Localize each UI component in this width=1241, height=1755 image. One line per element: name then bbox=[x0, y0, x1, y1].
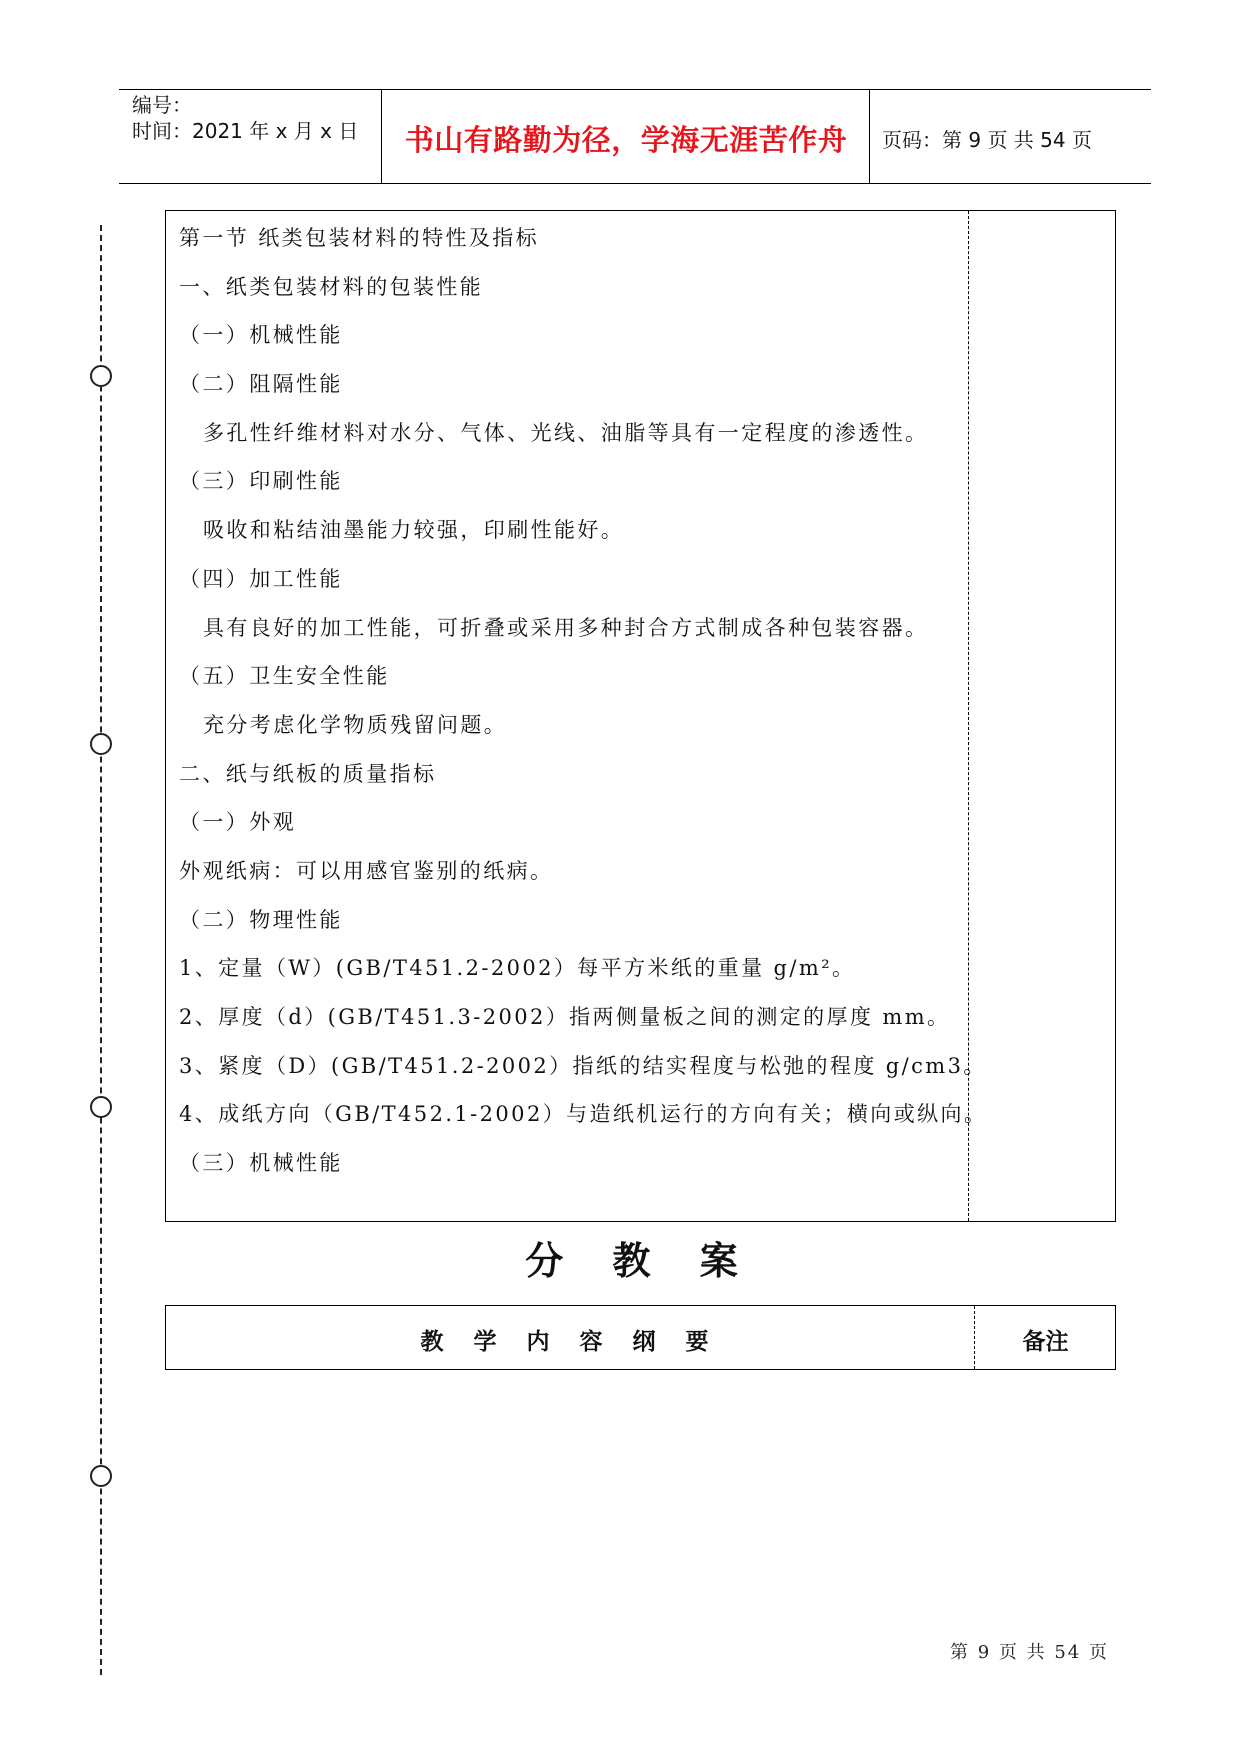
header-divider bbox=[381, 90, 382, 183]
paragraph: 外观纸病：可以用感官鉴别的纸病。 bbox=[179, 858, 554, 883]
header-meta bbox=[132, 92, 382, 144]
binding-hole-icon bbox=[90, 1096, 112, 1118]
table-header-notes: 备注 bbox=[1022, 1329, 1069, 1355]
subtitle: 分 教 案 bbox=[525, 1239, 756, 1283]
heading-2: （二）物理性能 bbox=[179, 907, 343, 932]
heading-2: （三）机械性能 bbox=[179, 1151, 343, 1176]
paragraph: 吸收和粘结油墨能力较强，印刷性能好。 bbox=[203, 518, 625, 543]
table-column-divider bbox=[974, 1306, 975, 1369]
heading-2: （五）卫生安全性能 bbox=[179, 664, 390, 689]
binding-hole-icon bbox=[90, 365, 112, 387]
list-item: 2、厚度（d）(GB/T451.3-2002）指两侧量板之间的测定的厚度 mm。 bbox=[179, 1005, 951, 1029]
page-header bbox=[119, 89, 1151, 184]
content-lines bbox=[179, 225, 988, 1199]
heading-2: （二）阻隔性能 bbox=[179, 372, 343, 397]
time-label: 时间：2021 年 x 月 x 日 bbox=[132, 119, 359, 143]
binding-hole-icon bbox=[90, 733, 112, 755]
page-code: 页码：第 9 页 共 54 页 bbox=[882, 128, 1092, 152]
heading-2: （一）机械性能 bbox=[179, 323, 343, 348]
binding-line bbox=[100, 225, 102, 1675]
binding-hole-icon bbox=[90, 1465, 112, 1487]
heading-1: 二、纸与纸板的质量指标 bbox=[179, 761, 437, 786]
notes-column-divider bbox=[968, 211, 969, 1221]
number-label: 编号： bbox=[132, 93, 192, 117]
page-footer: 第 9 页 共 54 页 bbox=[950, 1642, 1109, 1663]
table-header-content: 教 学 内 容 纲 要 bbox=[420, 1329, 720, 1355]
paragraph: 具有良好的加工性能，可折叠或采用多种封合方式制成各种包装容器。 bbox=[203, 615, 929, 640]
content-box bbox=[165, 210, 1116, 1222]
list-item: 1、定量（W）(GB/T451.2-2002）每平方米纸的重量 g/m²。 bbox=[179, 956, 856, 981]
heading-1: 一、纸类包装材料的包装性能 bbox=[179, 274, 484, 299]
section-title: 第一节 纸类包装材料的特性及指标 bbox=[179, 226, 540, 250]
paragraph: 充分考虑化学物质残留问题。 bbox=[203, 712, 508, 737]
motto: 书山有路勤为径，学海无涯苦作舟 bbox=[404, 123, 848, 157]
paragraph: 多孔性纤维材料对水分、气体、光线、油脂等具有一定程度的渗透性。 bbox=[203, 420, 929, 445]
heading-2: （四）加工性能 bbox=[179, 566, 343, 591]
heading-2: （三）印刷性能 bbox=[179, 469, 343, 494]
heading-2: （一）外观 bbox=[179, 810, 296, 835]
lesson-table bbox=[165, 1305, 1116, 1370]
list-item: 3、紧度（D）(GB/T451.2-2002）指纸的结实程度与松弛的程度 g/cm3。 bbox=[179, 1053, 987, 1078]
header-divider bbox=[869, 90, 870, 183]
list-item: 4、成纸方向（GB/T452.1-2002）与造纸机运行的方向有关；横向或纵向。 bbox=[179, 1102, 988, 1127]
